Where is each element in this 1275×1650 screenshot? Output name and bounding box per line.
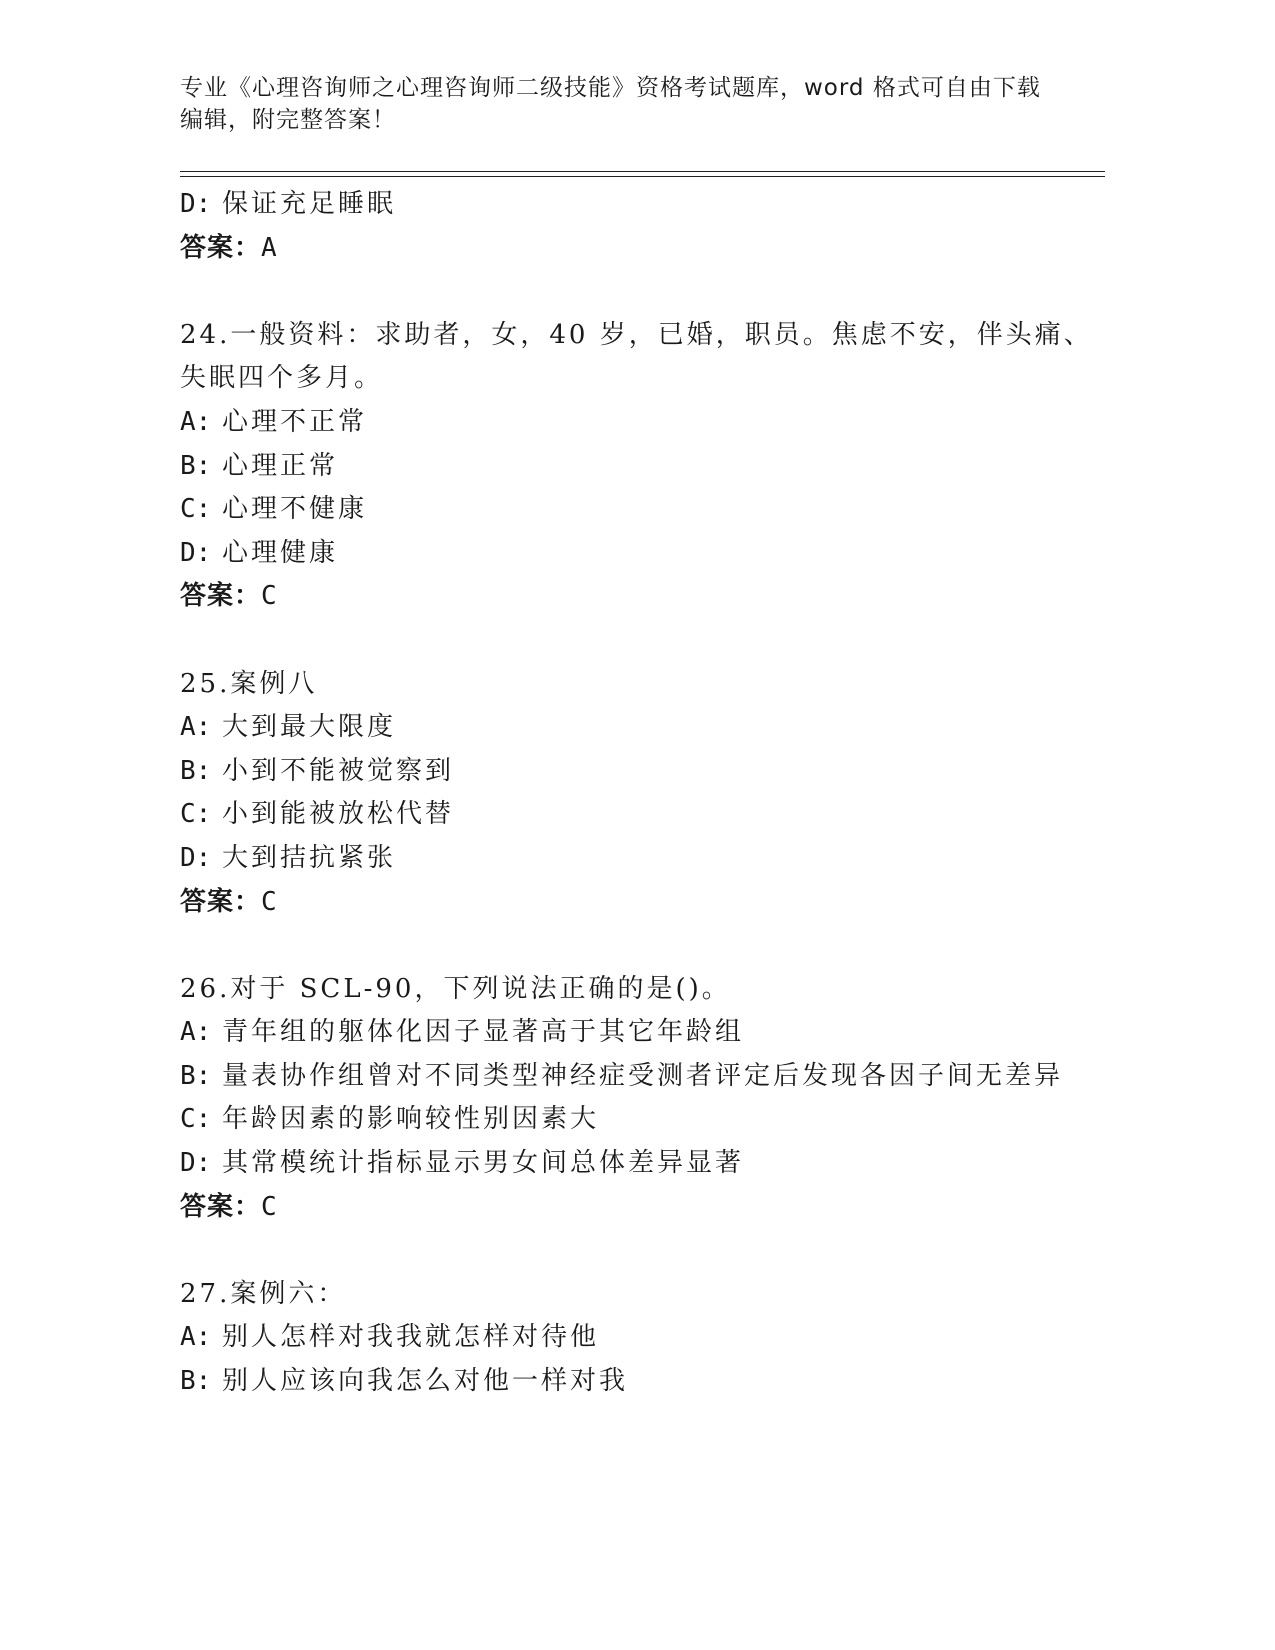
header-line-2: 编辑，附完整答案！ [180, 107, 396, 133]
question-27 [180, 1273, 1105, 1404]
header-divider-bottom [180, 176, 1105, 177]
option-b [180, 1360, 1105, 1404]
answer-label: 答案： [180, 232, 262, 263]
header-line-1: 专业《心理咨询师之心理咨询师二级技能》资格考试题库，word 格式可自由下载 [180, 75, 1041, 101]
option-b [180, 445, 1105, 489]
option-label: B: [180, 450, 212, 481]
option-text: 小到不能被觉察到 [222, 755, 455, 786]
option-label: B: [180, 1060, 212, 1091]
option-a [180, 706, 1105, 750]
spacer [180, 1229, 1105, 1273]
option-label: D: [180, 1148, 212, 1179]
option-text: 心理不健康 [222, 494, 368, 525]
option-label: A: [180, 712, 212, 743]
option-text: 年龄因素的影响较性别因素大 [222, 1104, 600, 1135]
document-header [180, 72, 1060, 136]
option-c [180, 1098, 1105, 1142]
option-text: 大到最大限度 [222, 712, 397, 743]
header-divider-top [180, 171, 1105, 172]
question-25 [180, 663, 1105, 925]
question-stem: 26.对于 SCL-90，下列说法正确的是()。 [180, 973, 731, 1004]
answer-value: C [261, 581, 278, 612]
option-label: C: [180, 494, 212, 525]
option-label: D: [180, 537, 212, 568]
option-a [180, 401, 1105, 445]
option-text: 小到能被放松代替 [222, 799, 455, 830]
question-stem: 27.案例六： [180, 1278, 347, 1309]
answer-label: 答案： [180, 1191, 262, 1222]
option-text: 大到拮抗紧张 [222, 842, 397, 873]
option-a [180, 1011, 1105, 1055]
option-label: D: [180, 189, 212, 219]
option-label: A: [180, 406, 212, 437]
option-text: 心理不正常 [222, 406, 368, 437]
option-d [180, 1142, 1105, 1186]
spacer [180, 270, 1105, 314]
option-c [180, 488, 1105, 532]
answer-value: C [261, 886, 278, 917]
option-label: C: [180, 799, 212, 830]
question-stem: 25.案例八 [180, 668, 318, 699]
option-text: 青年组的躯体化因子显著高于其它年龄组 [222, 1017, 745, 1048]
option-text: 别人应该向我怎么对他一样对我 [222, 1366, 629, 1397]
question-23-option-d [180, 183, 1105, 227]
option-text: 量表协作组曾对不同类型神经症受测者评定后发现各因子间无差异 [222, 1060, 1064, 1091]
answer-value: A [261, 232, 278, 263]
option-label: A: [180, 1322, 212, 1353]
answer-label: 答案： [180, 581, 262, 612]
option-text: 心理健康 [222, 537, 339, 568]
option-label: B: [180, 1366, 212, 1397]
option-label: D: [180, 842, 212, 873]
option-text: 保证充足睡眠 [222, 189, 397, 219]
option-label: C: [180, 1104, 212, 1135]
question-23-answer [180, 227, 1105, 271]
answer-line [180, 575, 1105, 619]
option-text: 别人怎样对我我就怎样对待他 [222, 1322, 600, 1353]
option-a [180, 1316, 1105, 1360]
question-26 [180, 968, 1105, 1230]
spacer [180, 619, 1105, 663]
option-d [180, 837, 1105, 881]
question-stem-continued: 失眠四个多月。 [180, 363, 384, 394]
option-b [180, 750, 1105, 794]
question-stem: 24.一般资料：求助者，女，40 岁，已婚，职员。焦虑不安，伴头痛、 [180, 319, 1093, 350]
option-c [180, 793, 1105, 837]
option-label: A: [180, 1017, 212, 1048]
option-label: B: [180, 755, 212, 786]
option-d [180, 532, 1105, 576]
option-text: 心理正常 [222, 450, 339, 481]
answer-line [180, 881, 1105, 925]
answer-line [180, 1186, 1105, 1230]
question-list [180, 183, 1105, 1404]
spacer [180, 924, 1105, 968]
answer-value: C [261, 1191, 278, 1222]
answer-label: 答案： [180, 886, 262, 917]
question-24 [180, 314, 1105, 619]
option-text: 其常模统计指标显示男女间总体差异显著 [222, 1148, 745, 1179]
option-b [180, 1055, 1105, 1099]
